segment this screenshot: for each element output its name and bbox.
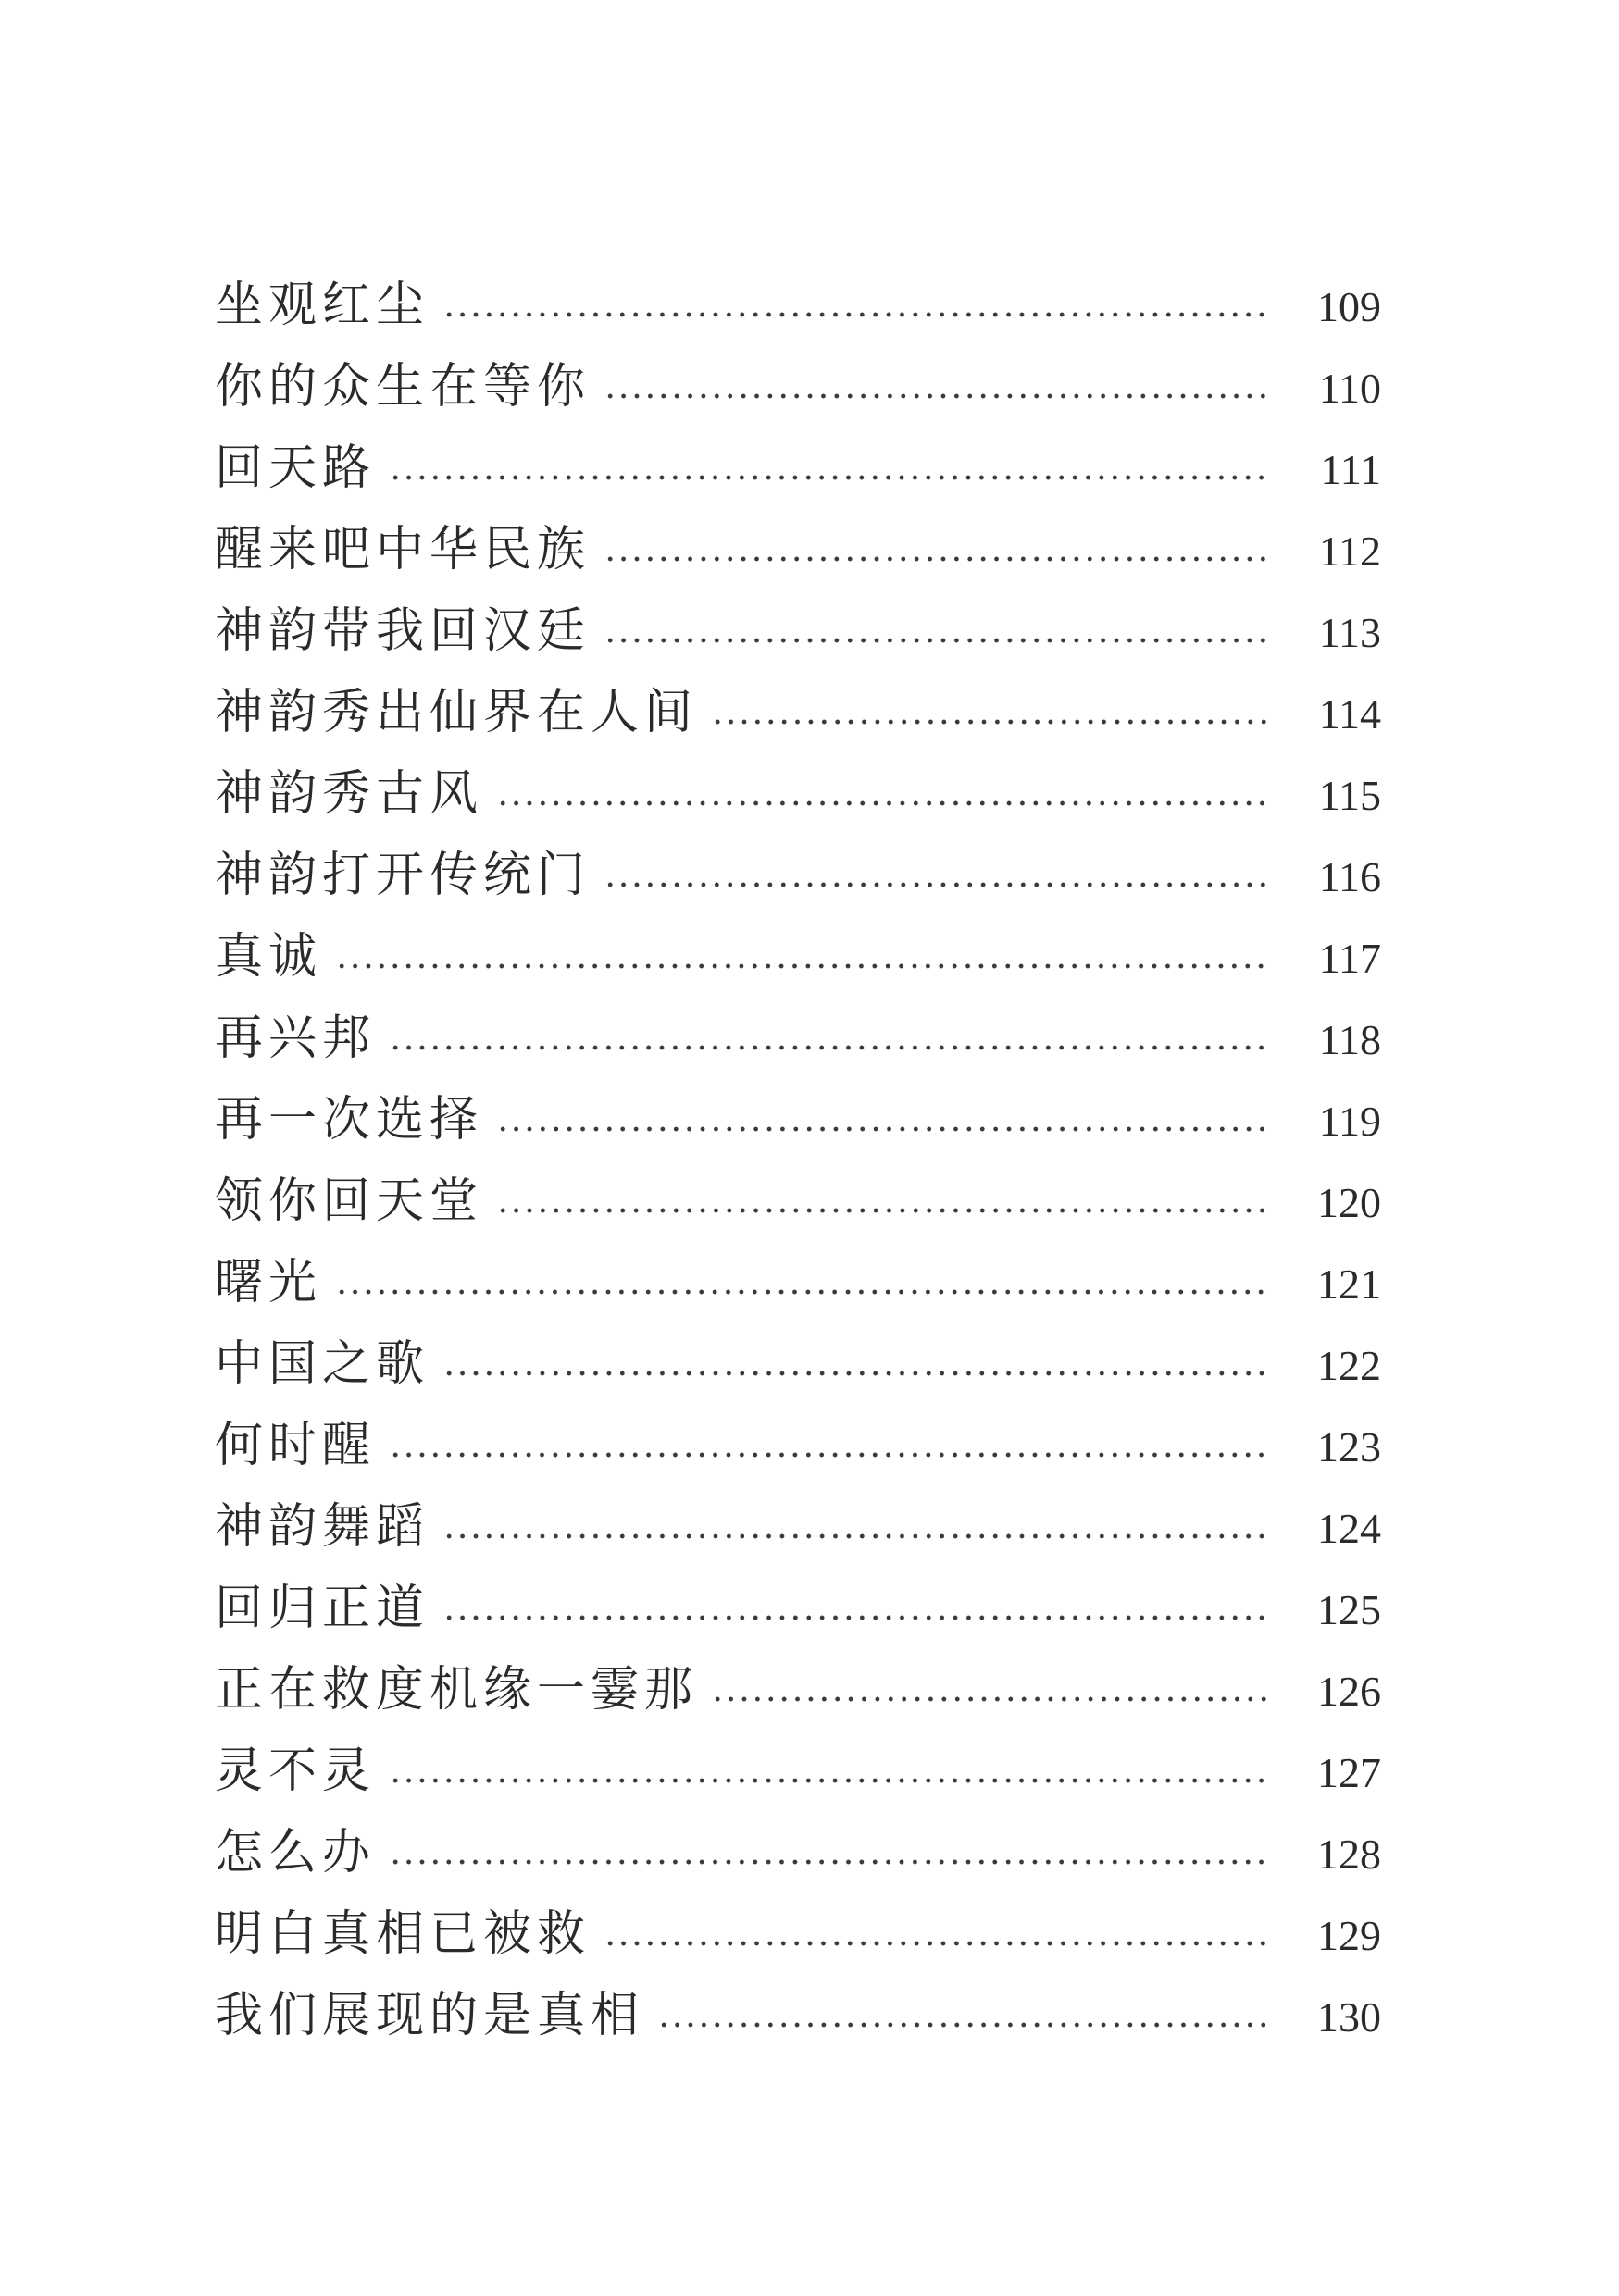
toc-entry-page-number: 125 <box>1317 1586 1381 1633</box>
dot-leader <box>389 1859 1272 1865</box>
dot-leader <box>604 1941 1272 1946</box>
toc-entry-page-number: 115 <box>1318 772 1381 819</box>
toc-entry[interactable] <box>215 346 1381 428</box>
toc-entry[interactable] <box>215 1731 1381 1812</box>
dot-leader <box>335 963 1272 969</box>
toc-entry-title: 明白真相已被救 <box>215 1906 592 1962</box>
dot-leader <box>389 1778 1272 1783</box>
toc-entry-title: 神韵秀古风 <box>215 766 484 822</box>
toc-entry-page-number: 110 <box>1318 365 1381 412</box>
toc-entry-page-number: 124 <box>1317 1505 1381 1552</box>
toc-entry[interactable] <box>215 509 1381 590</box>
toc-entry-title: 怎么办 <box>215 1825 377 1880</box>
toc-entry[interactable] <box>215 1405 1381 1486</box>
toc-entry-title: 回天路 <box>215 441 377 496</box>
toc-entry-page-number: 123 <box>1317 1423 1381 1471</box>
toc-entry-title: 正在救度机缘一霎那 <box>215 1662 699 1718</box>
toc-entry-page-number: 117 <box>1318 935 1381 982</box>
toc-entry[interactable] <box>215 1160 1381 1242</box>
toc-entry-page-number: 112 <box>1318 527 1381 575</box>
toc-entry-page-number: 122 <box>1317 1342 1381 1389</box>
toc-entry[interactable] <box>215 835 1381 916</box>
toc-entry-page-number: 114 <box>1318 690 1381 738</box>
dot-leader <box>496 1208 1272 1213</box>
toc-entry-page-number: 129 <box>1317 1912 1381 1959</box>
toc-entry-page-number: 130 <box>1317 1993 1381 2041</box>
toc-entry[interactable] <box>215 1323 1381 1405</box>
toc-entry-page-number: 120 <box>1317 1179 1381 1226</box>
toc-entry-page-number: 113 <box>1318 609 1381 656</box>
toc-entry-title: 领你回天堂 <box>215 1173 484 1229</box>
toc-entry[interactable] <box>215 1812 1381 1893</box>
toc-entry-page-number: 128 <box>1317 1831 1381 1878</box>
toc-entry-title: 再一次选择 <box>215 1092 484 1148</box>
dot-leader <box>335 1289 1272 1295</box>
dot-leader <box>604 882 1272 887</box>
toc-entry[interactable] <box>215 753 1381 835</box>
toc-entry-page-number: 118 <box>1318 1016 1381 1063</box>
toc-entry[interactable] <box>215 1975 1381 2056</box>
toc-entry-title: 灵不灵 <box>215 1744 377 1799</box>
toc-entry-title: 神韵舞蹈 <box>215 1499 430 1555</box>
toc-entry-page-number: 119 <box>1318 1098 1381 1145</box>
dot-leader <box>604 556 1272 562</box>
dot-leader <box>389 475 1272 480</box>
toc-entry-title: 神韵带我回汉廷 <box>215 603 592 659</box>
dot-leader <box>604 638 1272 643</box>
toc-entry[interactable] <box>215 672 1381 753</box>
dot-leader <box>604 393 1272 399</box>
toc-entry-title: 醒来吧中华民族 <box>215 522 592 577</box>
toc-entry[interactable] <box>215 265 1381 346</box>
toc-entry[interactable] <box>215 1242 1381 1323</box>
dot-leader <box>711 1696 1272 1702</box>
toc-entry-title: 坐观红尘 <box>215 278 430 333</box>
toc-entry[interactable] <box>215 998 1381 1079</box>
toc-entry-page-number: 126 <box>1317 1668 1381 1715</box>
toc-entry-title: 再兴邦 <box>215 1011 377 1066</box>
dot-leader <box>496 1126 1272 1132</box>
toc-entry-page-number: 111 <box>1320 446 1381 493</box>
toc-entry-title: 神韵秀出仙界在人间 <box>215 685 699 740</box>
toc-entry-title: 神韵打开传统门 <box>215 848 592 903</box>
toc-entry-page-number: 127 <box>1317 1749 1381 1796</box>
dot-leader <box>711 719 1272 725</box>
toc-entry[interactable] <box>215 1893 1381 1975</box>
toc-entry-title: 我们展现的是真相 <box>215 1988 645 2043</box>
toc-entry-title: 曙光 <box>215 1255 323 1310</box>
toc-entry[interactable] <box>215 428 1381 509</box>
toc-entry-page-number: 109 <box>1317 283 1381 330</box>
dot-leader <box>389 1452 1272 1458</box>
dot-leader <box>442 1371 1272 1376</box>
toc-entry-page-number: 116 <box>1318 853 1381 900</box>
toc-entry-page-number: 121 <box>1317 1260 1381 1308</box>
dot-leader <box>442 1615 1272 1620</box>
toc-entry[interactable] <box>215 1649 1381 1731</box>
dot-leader <box>496 800 1272 806</box>
toc-entry[interactable] <box>215 1568 1381 1649</box>
toc-entry-title: 你的众生在等你 <box>215 359 592 415</box>
dot-leader <box>442 312 1272 317</box>
dot-leader <box>442 1533 1272 1539</box>
toc-entry[interactable] <box>215 916 1381 998</box>
toc-entry-title: 真诚 <box>215 929 323 985</box>
dot-leader <box>389 1045 1272 1050</box>
toc-entry[interactable] <box>215 1486 1381 1568</box>
table-of-contents <box>215 265 1381 2056</box>
toc-entry[interactable] <box>215 1079 1381 1160</box>
toc-entry-title: 回归正道 <box>215 1581 430 1636</box>
toc-entry-title: 何时醒 <box>215 1418 377 1473</box>
dot-leader <box>657 2022 1272 2028</box>
toc-entry[interactable] <box>215 590 1381 672</box>
toc-entry-title: 中国之歌 <box>215 1336 430 1392</box>
